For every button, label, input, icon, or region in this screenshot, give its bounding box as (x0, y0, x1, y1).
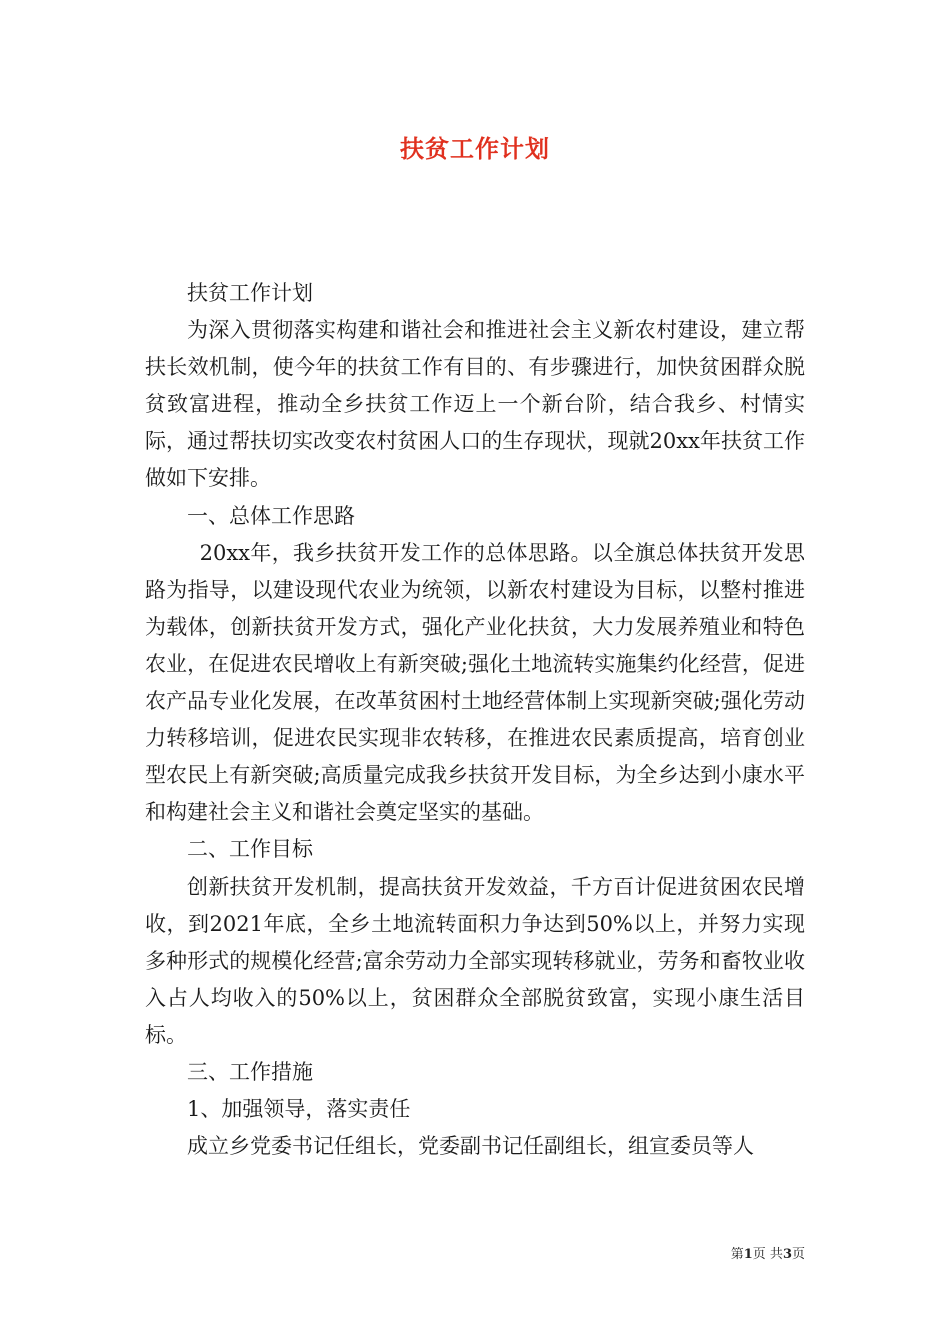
paragraph-intro: 为深入贯彻落实构建和谐社会和推进社会主义新农村建设，建立帮扶长效机制，使今年的扶贫工作有目的、有步骤进行，加快贫困群众脱贫致富进程，推动全乡扶贫工作迈上一个新台阶，结合我乡、村情实际，通过帮扶切实改变农村贫困人口的生存现状，现就20xx年扶贫工作做如下安排。 (145, 318, 805, 491)
paragraph-section-2: 创新扶贫开发机制，提高扶贫开发效益，千方百计促进贫困农民增收，到2021年底，全乡土地流转面积力争达到50%以上，并努力实现多种形式的规模化经营;富余劳动力全部实现转移就业，劳务和畜牧业收入占人均收入的50%以上，贫困群众全部脱贫致富，实现小康生活目标。 (145, 874, 805, 1047)
page-number-footer (731, 1246, 805, 1264)
document-title: 扶贫工作计划 (400, 134, 550, 163)
paragraph-section-1: 20xx年，我乡扶贫开发工作的总体思路。以全旗总体扶贫开发思路为指导，以建设现代农业为统领，以新农村建设为目标，以整村推进为载体，创新扶贫开发方式，强化产业化扶贫，大力发展养殖业和特色农业，在促进农民增收上有新突破;强化土地流转实施集约化经营，促进农产品专业化发展，在改革贫困村土地经营体制上实现新突破;强化劳动力转移培训，促进农民实现非农转移，在推进农民素质提高，培育创业型农民上有新突破;高质量完成我乡扶贫开发目标，为全乡达到小康水平和构建社会主义和谐社会奠定坚实的基础。 (145, 540, 805, 825)
section-heading-1: 一、总体工作思路 (187, 503, 355, 528)
footer-middle: 页 共 (752, 1247, 783, 1262)
current-page-number: 1 (743, 1247, 753, 1262)
footer-prefix: 第 (730, 1247, 744, 1262)
total-pages-number: 3 (782, 1247, 792, 1262)
footer-suffix: 页 (791, 1247, 805, 1262)
section-heading-2: 二、工作目标 (187, 837, 313, 862)
paragraph-subsection-1: 成立乡党委书记任组长，党委副书记任副组长，组宣委员等人 (187, 1134, 754, 1159)
section-heading-3: 三、工作措施 (187, 1059, 313, 1084)
subsection-heading-1: 1、加强领导，落实责任 (187, 1097, 411, 1122)
paragraph-heading: 扶贫工作计划 (187, 281, 313, 305)
document-body (145, 275, 805, 1165)
